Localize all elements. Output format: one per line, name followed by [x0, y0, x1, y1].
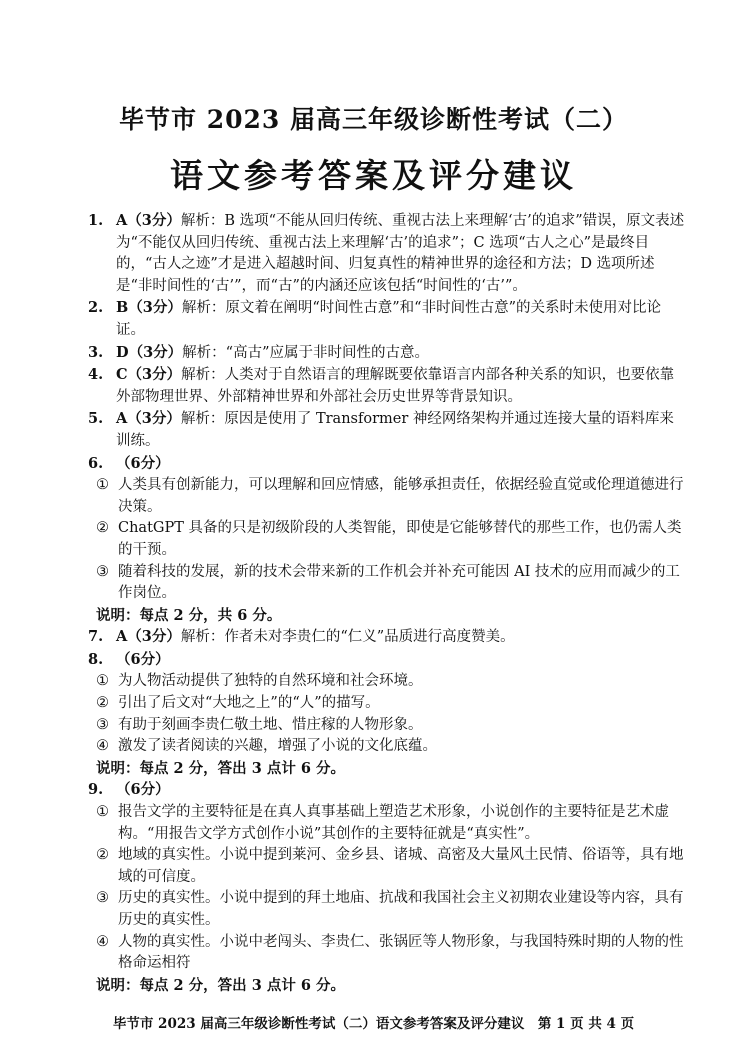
answer-point	[96, 888, 688, 931]
answer-score: A（3分）	[116, 628, 181, 646]
answer-point	[96, 475, 688, 518]
answer-item-7	[88, 626, 688, 649]
item-number: 2.	[88, 299, 104, 317]
answer-score: （6分）	[116, 781, 170, 799]
answer-score: A（3分）	[116, 410, 181, 428]
answer-item-8	[88, 649, 688, 672]
answer-point	[96, 932, 688, 975]
point-text: 历史的真实性。小说中提到的拜土地庙、抗战和我国社会主义初期农业建设等内容，具有历史的真实性。	[118, 890, 684, 928]
answer-item-1	[88, 210, 688, 297]
answer-text: 解析：人类对于自然语言的理解既要依靠语言内部各种关系的知识，也要依靠外部物理世界、外部精神世界和外部社会历史世界等背景知识。	[116, 367, 675, 405]
point-mark: ①	[96, 477, 109, 494]
point-text: 有助于刻画李贵仁敬土地、惜庄稼的人物形象。	[118, 716, 423, 733]
answer-text: 解析：作者未对李贵仁的“仁义”品质进行高度赞美。	[180, 629, 515, 646]
item-number: 9.	[88, 781, 104, 799]
point-text: 人物的真实性。小说中老闯头、李贵仁、张锅匠等人物形象，与我国特殊时期的人物的性格命运相符	[118, 933, 684, 972]
answer-score: （6分）	[116, 650, 170, 668]
point-text: 激发了读者阅读的兴趣，增强了小说的文化底蕴。	[118, 738, 437, 755]
point-mark: ①	[96, 673, 109, 690]
exam-title: 毕节市 2023 届高三年级诊断性考试（二）	[119, 105, 628, 134]
answer-point	[96, 671, 688, 693]
point-text: 引出了后文对“大地之上”的“人”的描写。	[118, 695, 380, 712]
item-number: 4.	[88, 366, 104, 384]
answer-text: 解析：B 选项“不能从回归传统、重视古法上来理解‘古’的追求”错误，原文表述为“不能仅从回归传统、重视古法上来理解‘古’的追求”；C 选项“古人之心”是最终目的，“古人之迹”才是进入超越时间、归复真性的精神世界的途径和方法；D 选项所述是“非时间性的‘古’”，而“古”的内涵还应该包括“时间性的‘古’”。	[116, 213, 685, 294]
answer-point	[96, 845, 688, 888]
answer-text: 解析：原因是使用了 Transformer 神经网络架构并通过连接大量的语料库来训练。	[116, 411, 674, 449]
answer-score: B（3分）	[116, 299, 182, 317]
answer-point	[96, 802, 688, 845]
page-footer: 毕节市 2023 届高三年级诊断性考试（二）语文参考答案及评分建议 第 1 页 共 4 页	[112, 1016, 635, 1032]
point-mark: ③	[96, 890, 109, 907]
point-mark: ③	[96, 716, 109, 733]
answer-item-9	[88, 779, 688, 802]
point-mark: ④	[96, 738, 109, 755]
point-text: 随着科技的发展，新的技术会带来新的工作机会并补充可能因 AI 技术的应用而减少的工作岗位。	[118, 563, 680, 602]
point-text: ChatGPT 具备的只是初级阶段的人类智能，即使是它能够替代的那些工作，也仍需人类的干预。	[118, 520, 682, 558]
answer-item-2	[88, 297, 688, 341]
answer-score: （6分）	[116, 454, 170, 472]
item-number: 5.	[88, 410, 104, 428]
answer-text: 解析：“高古”应属于非时间性的古意。	[182, 344, 429, 361]
scoring-note: 说明：每点 2 分，答出 3 点计 6 分。	[96, 976, 346, 994]
answer-point	[96, 562, 688, 605]
point-text: 人类具有创新能力，可以理解和回应情感，能够承担责任，依据经验直觉或伦理道德进行决策。	[118, 477, 684, 515]
point-mark: ②	[96, 847, 109, 864]
point-mark: ③	[96, 563, 109, 580]
answer-item-5	[88, 408, 688, 452]
item-number: 6.	[88, 454, 104, 472]
point-mark: ④	[96, 933, 109, 950]
point-mark: ①	[96, 804, 109, 821]
point-text: 为人物活动提供了独特的自然环境和社会环境。	[118, 673, 423, 690]
point-mark: ②	[96, 520, 109, 537]
item-number: 3.	[88, 343, 104, 361]
answer-score: C（3分）	[116, 366, 182, 384]
point-mark: ②	[96, 695, 109, 712]
document-title: 语文参考答案及评分建议	[170, 156, 577, 195]
answer-list	[88, 210, 688, 996]
answer-item-4	[88, 364, 688, 408]
item-number: 7.	[88, 628, 104, 646]
answer-point	[96, 518, 688, 561]
answer-item-3	[88, 342, 688, 365]
point-text: 地域的真实性。小说中提到莱河、金乡县、诸城、高密及大量风土民情、俗语等，具有地域的可信度。	[118, 847, 684, 885]
point-text: 报告文学的主要特征是在真人真事基础上塑造艺术形象，小说创作的主要特征是艺术虚构。“用报告文学方式创作小说”其创作的主要特征就是“真实性”。	[118, 804, 669, 842]
answer-text: 解析：原文着在阐明“时间性古意”和“非时间性古意”的关系时未使用对比论证。	[116, 300, 662, 338]
item-number: 8.	[88, 650, 104, 668]
answer-point	[96, 736, 688, 758]
answer-point	[96, 693, 688, 715]
answer-score: D（3分）	[116, 343, 183, 361]
item-number: 1.	[88, 212, 104, 229]
answer-item-6	[88, 453, 688, 476]
scoring-note: 说明：每点 2 分，共 6 分。	[96, 606, 282, 624]
scoring-note: 说明：每点 2 分，答出 3 点计 6 分。	[96, 759, 346, 777]
answer-point	[96, 715, 688, 737]
answer-score: A（3分）	[116, 212, 181, 229]
